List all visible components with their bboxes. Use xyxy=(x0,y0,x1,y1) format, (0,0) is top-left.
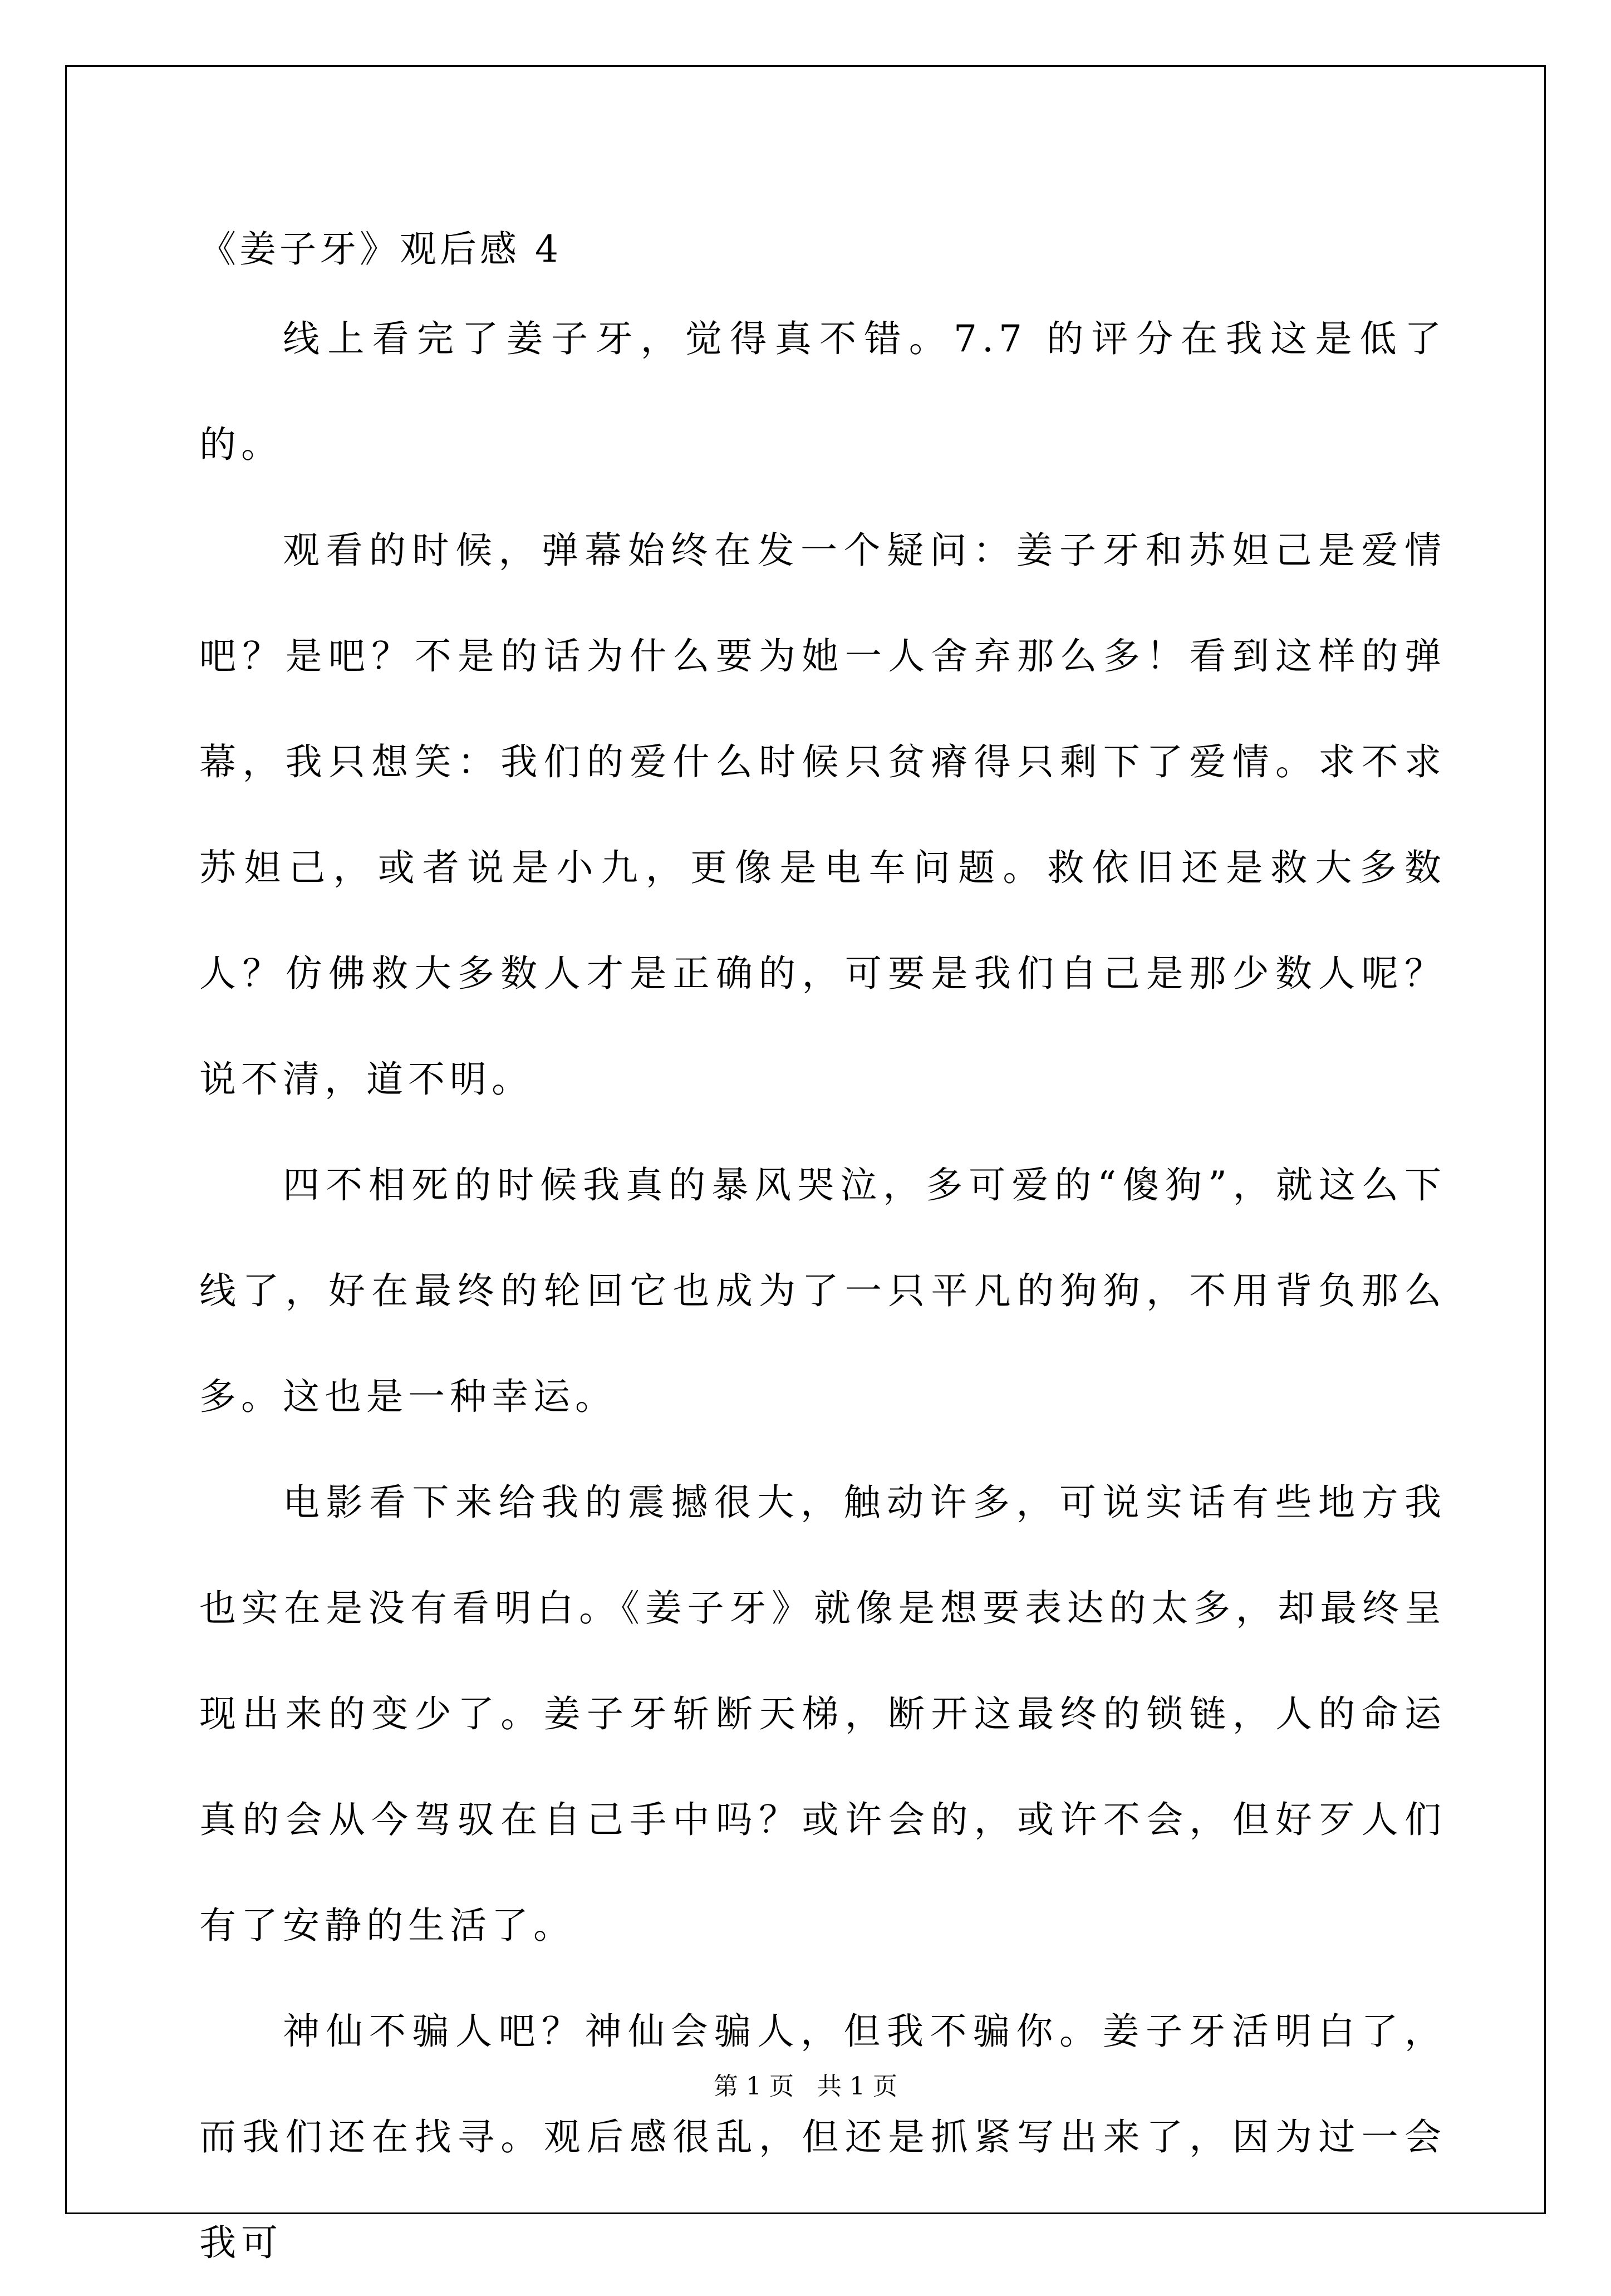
paragraph-2: 观看的时候，弹幕始终在发一个疑问：姜子牙和苏妲己是爱情吧？是吧？不是的话为什么要为她一人舍弃那么多！看到这样的弹幕，我只想笑：我们的爱什么时候只贫瘠得只剩下了爱情。求不求苏妲己，或者说是小九，更像是电车问题。救依旧还是救大多数人？仿佛救大多数人才是正确的，可要是我们自己是那少数人呢？说不清，道不明。 xyxy=(199,529,1446,1101)
page-number-footer: 第 1 页 共 1 页 xyxy=(714,2072,897,2101)
document-body xyxy=(199,216,1446,2296)
paragraph-3: 四不相死的时候我真的暴风哭泣，多可爱的“傻狗”，就这么下线了，好在最终的轮回它也成为了一只平凡的狗狗，不用背负那么多。这也是一种幸运。 xyxy=(199,1164,1446,1418)
document-title: 《姜子牙》观后感 4 xyxy=(199,228,562,271)
paragraph-4: 电影看下来给我的震撼很大，触动许多，可说实话有些地方我也实在是没有看明白。《姜子牙》就像是想要表达的太多，却最终呈现出来的变少了。姜子牙斩断天梯，断开这最终的锁链，人的命运真的会从今驾驭在自己手中吗？或许会的，或许不会，但好歹人们有了安静的生活了。 xyxy=(199,1481,1446,1947)
paragraph-5: 神仙不骗人吧？神仙会骗人，但我不骗你。姜子牙活明白了，而我们还在找寻。观后感很乱，但还是抓紧写出来了，因为过一会我可 xyxy=(199,2010,1446,2264)
paragraph-1: 线上看完了姜子牙，觉得真不错。7.7 的评分在我这是低了的。 xyxy=(199,317,1446,466)
